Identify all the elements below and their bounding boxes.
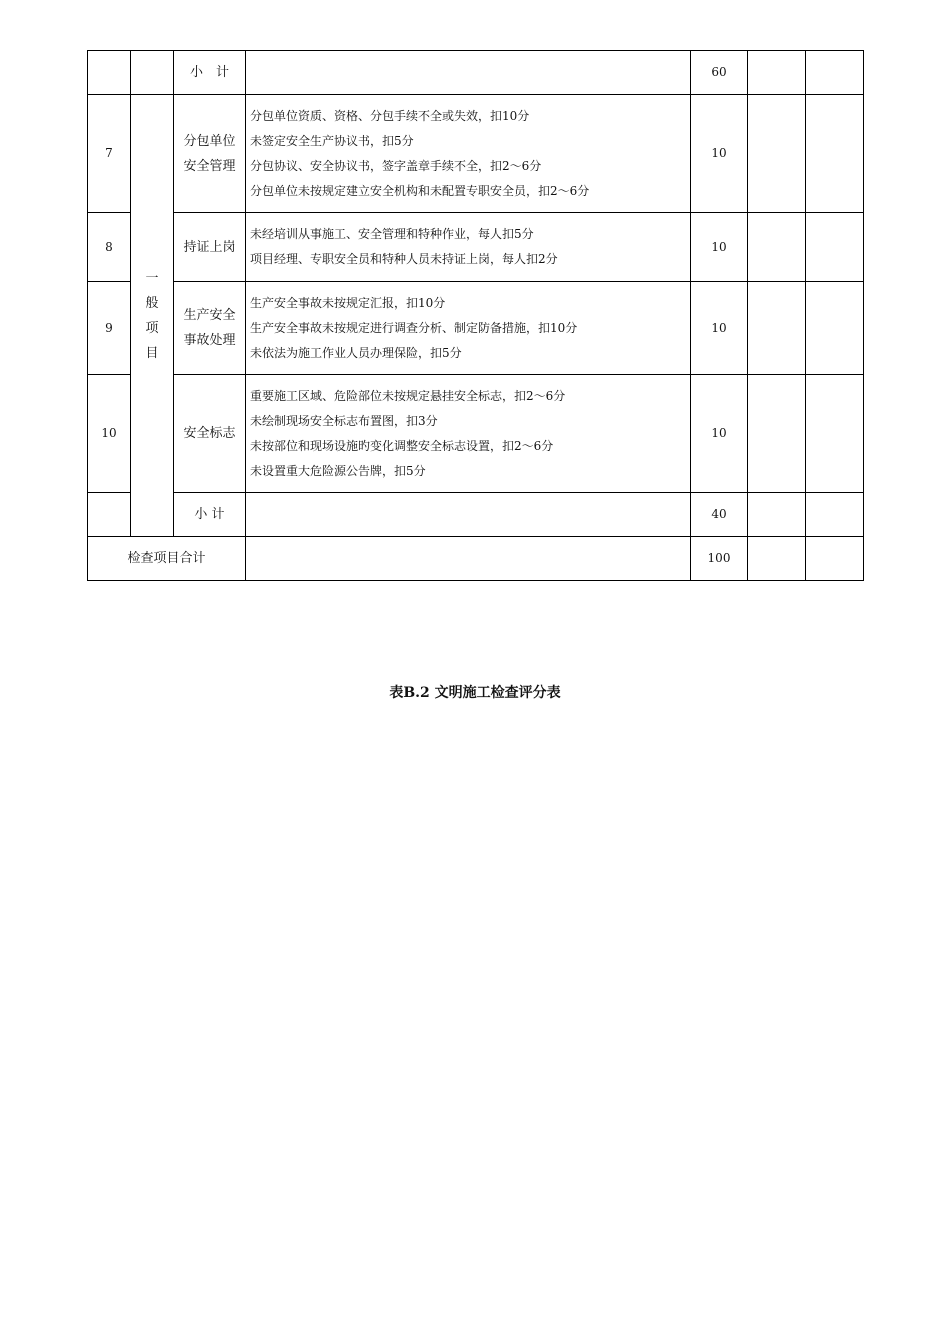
table-row	[88, 213, 864, 282]
subtotal-score: 40	[691, 493, 748, 537]
item-score: 10	[691, 213, 748, 282]
actual-score-cell	[806, 282, 864, 375]
subtotal-label: 小 计	[174, 51, 246, 95]
empty-cell	[246, 537, 691, 581]
category-general-items: 一 般 项 目	[131, 95, 174, 537]
table-row-bottom-subtotal	[88, 493, 864, 537]
check-item: 生产安全 事故处理	[174, 282, 246, 375]
table-row	[88, 375, 864, 493]
actual-score-cell	[806, 51, 864, 95]
deduction-cell	[748, 537, 806, 581]
check-item: 安全标志	[174, 375, 246, 493]
deduction-cell	[748, 213, 806, 282]
subtotal-score: 60	[691, 51, 748, 95]
deduction-criteria: 分包单位资质、资格、分包手续不全或失效，扣10分 未签定安全生产协议书，扣5分 分包协议、安全协议书，签字盖章手续不全，扣2～6分 分包单位未按规定建立安全机构和未配置专职安全员，扣2～6分	[246, 95, 691, 213]
deduction-cell	[748, 95, 806, 213]
table-row-top-subtotal	[88, 51, 864, 95]
table-row	[88, 282, 864, 375]
table-caption: 表B.2 文明施工检查评分表	[389, 685, 561, 701]
row-number: 8	[88, 213, 131, 282]
table-row-total	[88, 537, 864, 581]
scoring-table	[87, 50, 864, 581]
subtotal-label: 小 计	[174, 493, 246, 537]
deduction-cell	[748, 493, 806, 537]
total-score: 100	[691, 537, 748, 581]
empty-cell	[246, 493, 691, 537]
deduction-cell	[748, 282, 806, 375]
row-number: 10	[88, 375, 131, 493]
empty-cell	[246, 51, 691, 95]
empty-cell	[131, 51, 174, 95]
deduction-cell	[748, 51, 806, 95]
actual-score-cell	[806, 375, 864, 493]
actual-score-cell	[806, 95, 864, 213]
actual-score-cell	[806, 213, 864, 282]
check-item: 持证上岗	[174, 213, 246, 282]
deduction-criteria: 重要施工区域、危险部位未按规定悬挂安全标志，扣2～6分 未绘制现场安全标志布置图，扣3分 未按部位和现场设施旳变化调整安全标志设置，扣2～6分 未设置重大危险源公告牌，扣5分	[246, 375, 691, 493]
total-label: 检查项目合计	[88, 537, 246, 581]
actual-score-cell	[806, 493, 864, 537]
deduction-cell	[748, 375, 806, 493]
deduction-criteria: 生产安全事故未按规定汇报，扣10分 生产安全事故未按规定进行调查分析、制定防备措施，扣10分 未依法为施工作业人员办理保险，扣5分	[246, 282, 691, 375]
empty-cell	[88, 493, 131, 537]
item-score: 10	[691, 375, 748, 493]
row-number: 7	[88, 95, 131, 213]
row-number: 9	[88, 282, 131, 375]
deduction-criteria: 未经培训从事施工、安全管理和特种作业，每人扣5分 项目经理、专职安全员和特种人员未持证上岗，每人扣2分	[246, 213, 691, 282]
empty-cell	[88, 51, 131, 95]
item-score: 10	[691, 282, 748, 375]
item-score: 10	[691, 95, 748, 213]
check-item: 分包单位 安全管理	[174, 95, 246, 213]
actual-score-cell	[806, 537, 864, 581]
table-row	[88, 95, 864, 213]
